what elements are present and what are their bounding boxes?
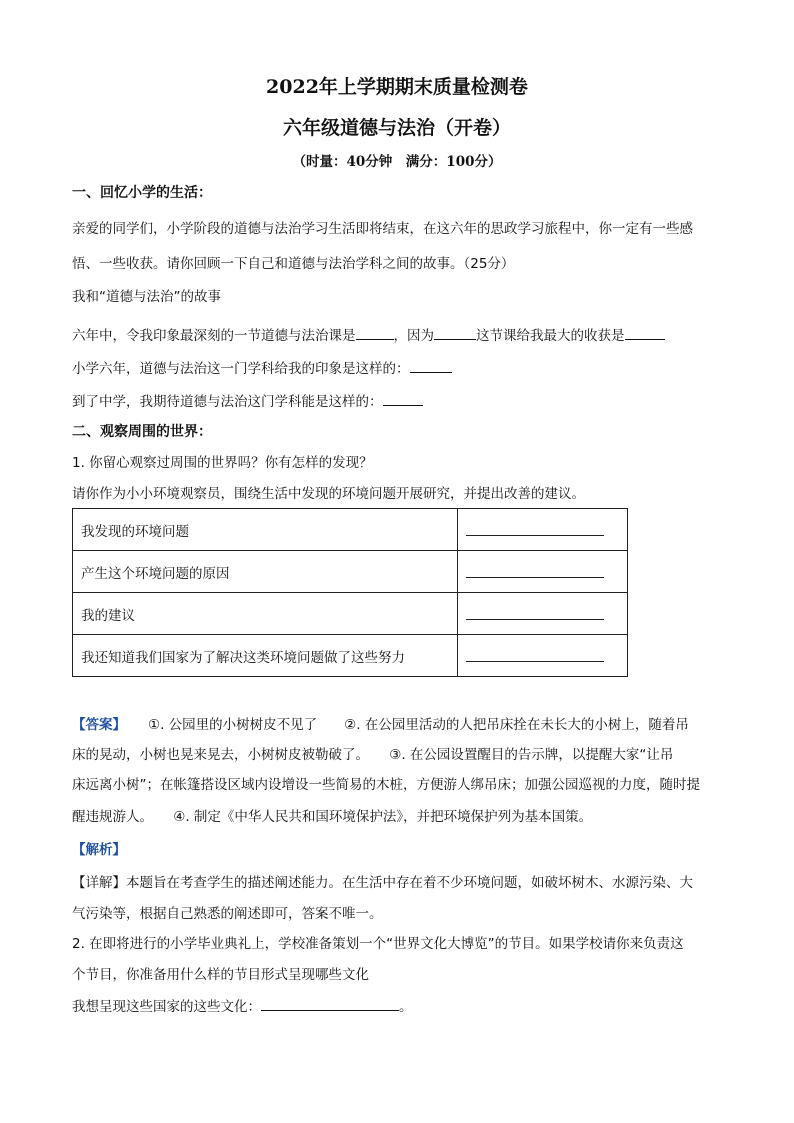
question-2-2-line3 (72, 996, 413, 1017)
table-cell-blank[interactable] (458, 593, 628, 635)
section1-intro-line2: 悟、一些收获。请你回顾一下自己和道德与法治学科之间的故事。（25分） (72, 256, 515, 272)
table-row (73, 551, 628, 593)
table-cell-label: 我还知道我们国家为了解决这类环境问题做了这些努力 (73, 635, 458, 677)
question-1-2-text: 小学六年，道德与法治这一门学科给我的印象是这样的： (72, 361, 410, 377)
section2-heading: 二、观察周围的世界： (72, 424, 212, 440)
answer-blank[interactable] (434, 325, 476, 340)
table-cell-blank[interactable] (458, 635, 628, 677)
question-1-1-part-b: ，因为 (393, 328, 434, 344)
answer-blank[interactable] (383, 391, 423, 406)
environment-table (72, 508, 628, 677)
answer-line-1 (72, 715, 689, 735)
exam-title: 2022年上学期期末质量检测卷 (266, 76, 528, 98)
section1-heading: 一、回忆小学的生活： (72, 185, 212, 201)
question-2-1: 1. 你留心观察过周围的世界吗？你有怎样的发现？ (72, 455, 373, 471)
answer-text: ①. 公园里的小树树皮不见了 ②. 在公园里活动的人把吊床拴在未长大的小树上，随着吊 (148, 717, 689, 733)
detail-line-2: 气污染等，根据自己熟悉的阐述即可，答案不唯一。 (72, 906, 383, 922)
question-1-1-part-a: 六年中，令我印象最深刻的一节道德与法治课是 (72, 328, 356, 344)
answer-line-3: 床远离小树”；在帐篷搭设区域内设增设一些简易的木桩，方便游人绑吊床；加强公园巡视的力度，随时提 (72, 777, 700, 793)
table-cell-label: 产生这个环境问题的原因 (73, 551, 458, 593)
question-1-3 (72, 391, 423, 412)
question-2-2-line2: 个节目，你准备用什么样的节目形式呈现哪些文化 (72, 967, 369, 983)
question-1-2 (72, 358, 452, 379)
table-row (73, 509, 628, 551)
detail-text: 本题旨在考查学生的描述阐述能力。在生活中存在着不少环境问题，如破坏树木、水源污染、大 (126, 875, 693, 891)
table-cell-label: 我的建议 (73, 593, 458, 635)
story-title: 我和“道德与法治”的故事 (72, 289, 221, 305)
table-cell-label: 我发现的环境问题 (73, 509, 458, 551)
answer-blank[interactable] (466, 561, 604, 578)
answer-blank[interactable] (466, 603, 604, 620)
answer-label: 【答案】 (72, 717, 126, 733)
answer-blank[interactable] (356, 325, 394, 340)
section1-intro-line1: 亲爱的同学们，小学阶段的道德与法治学习生活即将结束，在这六年的思政学习旅程中，你一定有一些感 (72, 221, 693, 237)
table-cell-blank[interactable] (458, 551, 628, 593)
detail-line-1 (72, 873, 693, 893)
analysis-label: 【解析】 (72, 842, 126, 858)
question-2-2-prompt: 我想呈现这些国家的这些文化： (72, 999, 261, 1015)
table-cell-blank[interactable] (458, 509, 628, 551)
answer-line-4: 醒违规游人。 ④. 制定《中华人民共和国环境保护法》，并把环境保护列为基本国策。 (72, 809, 593, 825)
answer-blank[interactable] (466, 645, 604, 662)
answer-blank[interactable] (625, 325, 665, 340)
question-1-1 (72, 325, 665, 346)
question-1-1-part-c: 这节课给我最大的收获是 (476, 328, 625, 344)
question-2-2-end: 。 (399, 999, 413, 1015)
exam-meta: （时量：40分钟 满分：100分） (292, 154, 502, 170)
question-2-1-instruction: 请你作为小小环境观察员，围绕生活中发现的环境问题开展研究，并提出改善的建议。 (72, 486, 585, 502)
answer-blank[interactable] (261, 996, 399, 1011)
table-row (73, 593, 628, 635)
answer-blank[interactable] (410, 358, 452, 373)
answer-blank[interactable] (466, 519, 604, 536)
exam-subtitle: 六年级道德与法治（开卷） (282, 117, 511, 139)
question-2-2-line1: 2. 在即将进行的小学毕业典礼上，学校准备策划一个“世界文化大博览”的节目。如果学校请你来负责这 (72, 936, 684, 952)
question-1-3-text: 到了中学，我期待道德与法治这门学科能是这样的： (72, 394, 383, 410)
table-row (73, 635, 628, 677)
detail-label: 【详解】 (72, 875, 126, 891)
answer-line-2: 床的晃动，小树也晃来晃去，小树树皮被勒破了。 ③. 在公园设置醒目的告示牌，以提醒大家“让吊 (72, 747, 674, 763)
